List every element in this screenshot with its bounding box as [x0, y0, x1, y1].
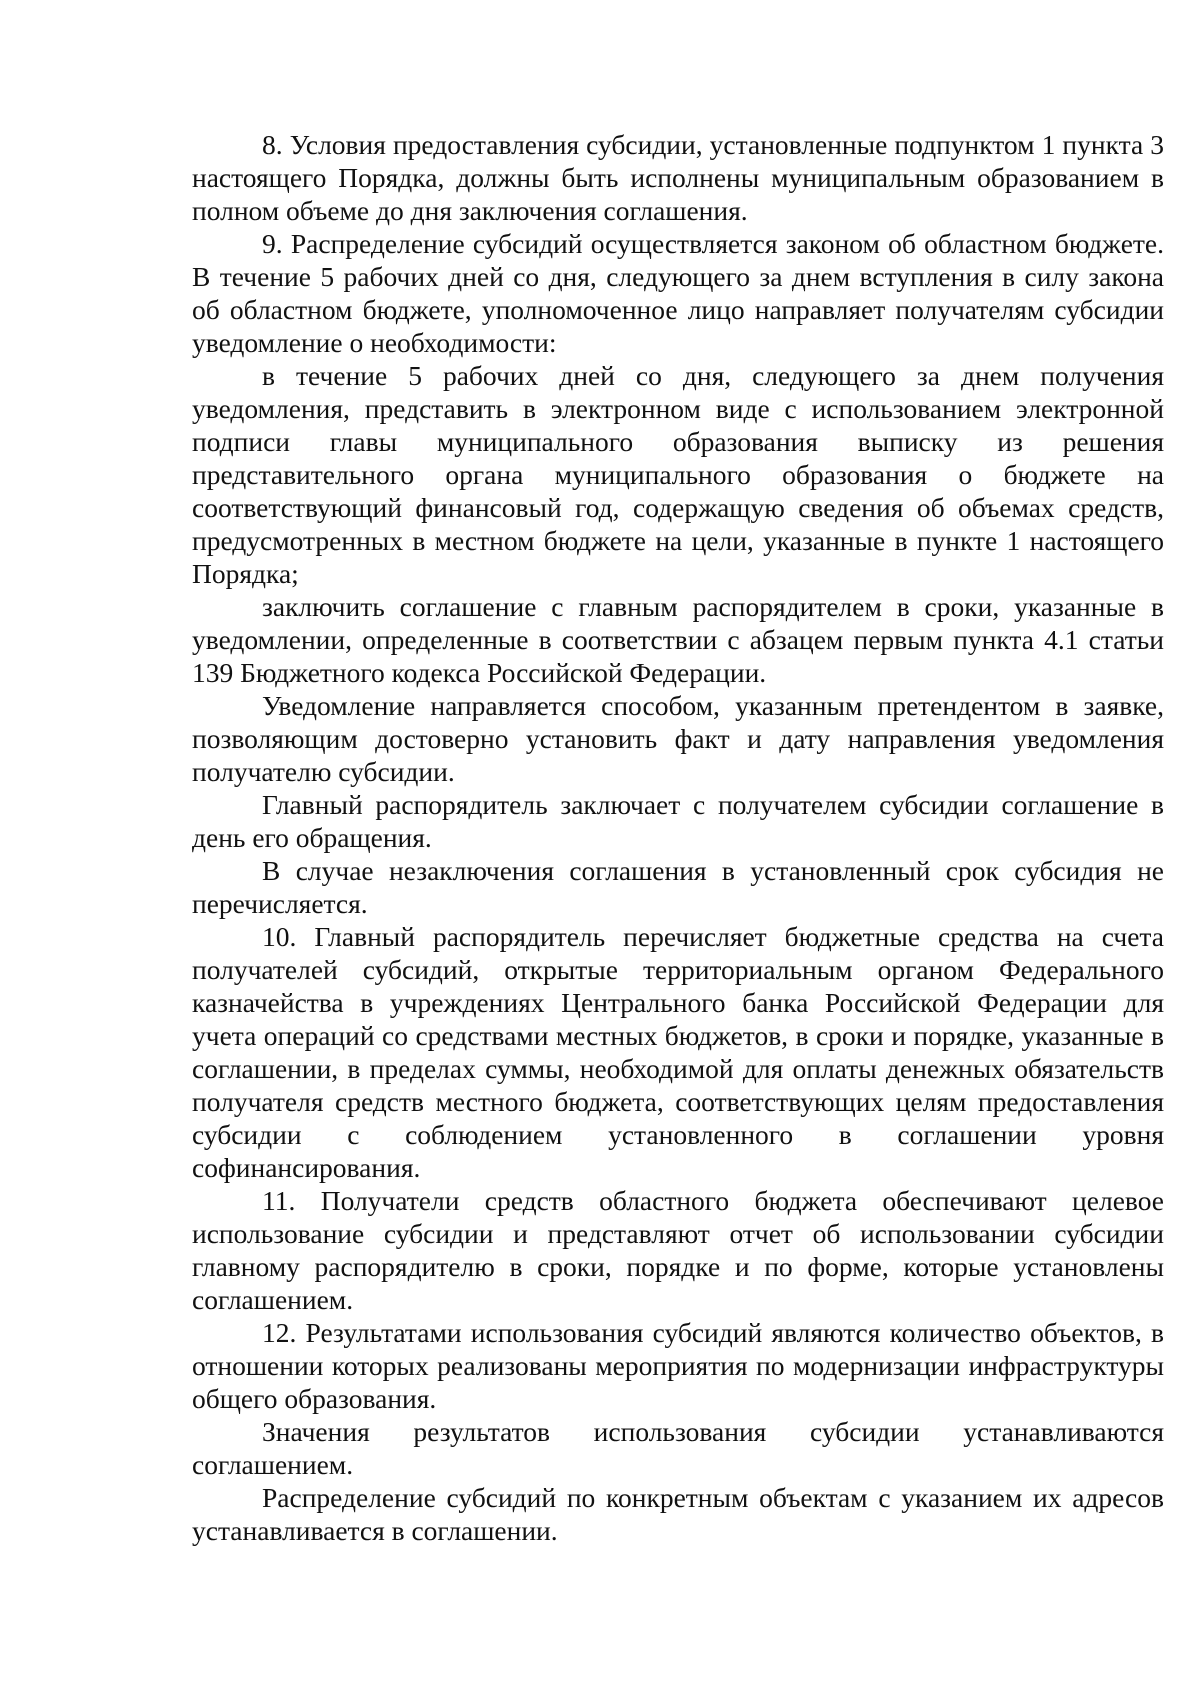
document-body	[192, 128, 1164, 1547]
paragraph-notification-method: Уведомление направляется способом, указанным претендентом в заявке, позволяющим достоверно установить факт и дату направления уведомления получателю субсидии.	[192, 690, 1164, 787]
paragraph-conclude-agreement: заключить соглашение с главным распорядителем в сроки, указанные в уведомлении, определенные в соответствии с абзацем первым пункта 4.1 статьи 139 Бюджетного кодекса Российской Федерации.	[192, 591, 1164, 688]
paragraph-8-subsidy-conditions: 8. Условия предоставления субсидии, установленные подпунктом 1 пункта 3 настоящего Порядка, должны быть исполнены муниципальным образованием в полном объеме до дня заключения соглашения.	[192, 129, 1164, 226]
paragraph-submit-extract: в течение 5 рабочих дней со дня, следующего за днем получения уведомления, представить в электронном виде с использованием электронной подписи главы муниципального образования выписку из решения представительного органа муниципального образования о бюджете на соответствующий финансовый год, содержащую сведения об объемах средств, предусмотренных в местном бюджете на цели, указанные в пункте 1 настоящего Порядка;	[192, 360, 1164, 589]
paragraph-agreement-day: Главный распорядитель заключает с получателем субсидии соглашение в день его обращения.	[192, 789, 1164, 853]
paragraph-11-target-use: 11. Получатели средств областного бюджета обеспечивают целевое использование субсидии и представляют отчет об использовании субсидии главному распорядителю в сроки, порядке и по форме, которые установлены соглашением.	[192, 1185, 1164, 1315]
paragraph-non-conclusion: В случае незаключения соглашения в установленный срок субсидия не перечисляется.	[192, 855, 1164, 919]
paragraph-result-values: Значения результатов использования субсидии устанавливаются соглашением.	[192, 1416, 1164, 1480]
paragraph-12-results: 12. Результатами использования субсидий являются количество объектов, в отношении которых реализованы мероприятия по модернизации инфраструктуры общего образования.	[192, 1317, 1164, 1414]
paragraph-object-distribution: Распределение субсидий по конкретным объектам с указанием их адресов устанавливается в соглашении.	[192, 1482, 1164, 1546]
paragraph-10-funds-transfer: 10. Главный распорядитель перечисляет бюджетные средства на счета получателей субсидий, открытые территориальным органом Федерального казначейства в учреждениях Центрального банка Российской Федерации для учета операций со средствами местных бюджетов, в сроки и порядке, указанные в соглашении, в пределах суммы, необходимой для оплаты денежных обязательств получателя средств местного бюджета, соответствующих целям предоставления субсидии с соблюдением установленного в соглашении уровня софинансирования.	[192, 921, 1164, 1183]
paragraph-9-subsidy-distribution: 9. Распределение субсидий осуществляется законом об областном бюджете. В течение 5 рабочих дней со дня, следующего за днем вступления в силу закона об областном бюджете, уполномоченное лицо направляет получателям субсидии уведомление о необходимости:	[192, 228, 1164, 358]
